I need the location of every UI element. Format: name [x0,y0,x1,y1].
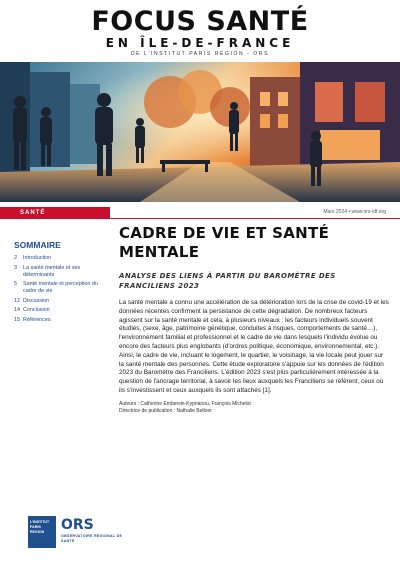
publication-date: Mars 2024 • www.ors-idf.org [323,209,386,215]
toc-item-conclusion[interactable] [14,307,112,314]
publication-tagline: DE L'INSTITUT PARIS RÉGION - ORS [130,51,270,57]
toc-label: Santé mentale et perception du cadre de vie [23,281,98,294]
city-street-illustration [0,62,400,202]
article-title: CADRE DE VIE ET SANTÉ MENTALE [119,224,330,261]
publication-director: Directrice de publication : Nathalie Beltzer [119,407,212,414]
hero-illustration [0,62,400,202]
institut-paris-region-logo: L'INSTITUT PARIS REGION [28,516,56,548]
section-tag: SANTÉ [0,207,110,219]
article-intro: La santé mentale a connu une accélération de sa détérioration lors de la crise de covid-19 et les données récentes confirment la persistance de cette dégradation. De nombreux facteurs agissent sur la santé mentale et cela, à plusieurs niveaux : les facteurs individuels souvent étudiés, (sexe, âge, patrimoine génétique, conduites à risques, comportements de santé…), l'environnement familial et professionnel et le cadre de vie dans lesquels l'individu évolue ou encore des facteurs plus englobants (d'ordres politique, économique, environnemental, etc.). Ainsi, le cadre de vie, incluant le logement, le quartier, le voisinage, la vie locale peut jouer sur la santé mentale des personnes. Cette étude exploratoire s'appuie sur les données de l'édition 2023 du Baromètre des Franciliens. L'édition 2023 s'est plus particulièrement intéressée à la question de l'ancrage territorial, à savoir les lieux auxquels les Franciliens se réfèrent, ceux où ils s'investissent et ceux auxquels ils sont attachés [1]. [119,299,389,394]
toc-item-references[interactable] [14,317,112,324]
toc-label: Introduction [23,255,52,261]
ors-logo: ORS [61,517,94,533]
toc-label: Références [23,316,51,323]
toc-label: La santé mentale et ses déterminants [23,264,81,278]
masthead [0,0,400,60]
authors: Auteurs : Catherine Embersin-Kyprianou, François Michelot [119,400,251,407]
section-divider [110,218,400,219]
toc-page-number: 2 [14,255,17,261]
article-credits [119,401,389,415]
toc-page-number: 15 [14,316,20,323]
footer-logos [28,516,128,552]
publication-title: FOCUS SANTÉ [91,6,309,37]
toc-page-number: 5 [14,281,17,287]
toc-label: Conclusion [23,307,50,313]
article-subtitle: ANALYSE DES LIENS À PARTIR DU BAROMÈTRE DES FRANCILIENS 2023 [119,272,336,290]
toc-page-number: 14 [14,307,20,313]
toc-page-number: 12 [14,297,20,304]
ors-logo-subtitle: OBSERVATOIRE RÉGIONAL DE SANTÉ [61,534,123,543]
article [119,224,389,415]
toc-label: Discussion [23,297,50,304]
publication-subtitle: EN ÎLE-DE-FRANCE [105,36,295,50]
toc-item-perception[interactable] [14,281,112,295]
toc-item-determinants[interactable] [14,265,112,279]
sommaire [14,240,112,326]
toc-item-discussion[interactable] [14,298,112,305]
sommaire-title: SOMMAIRE [14,240,61,250]
section-bar [0,207,400,219]
toc-item-introduction[interactable] [14,255,112,262]
toc-page-number: 3 [14,264,17,271]
